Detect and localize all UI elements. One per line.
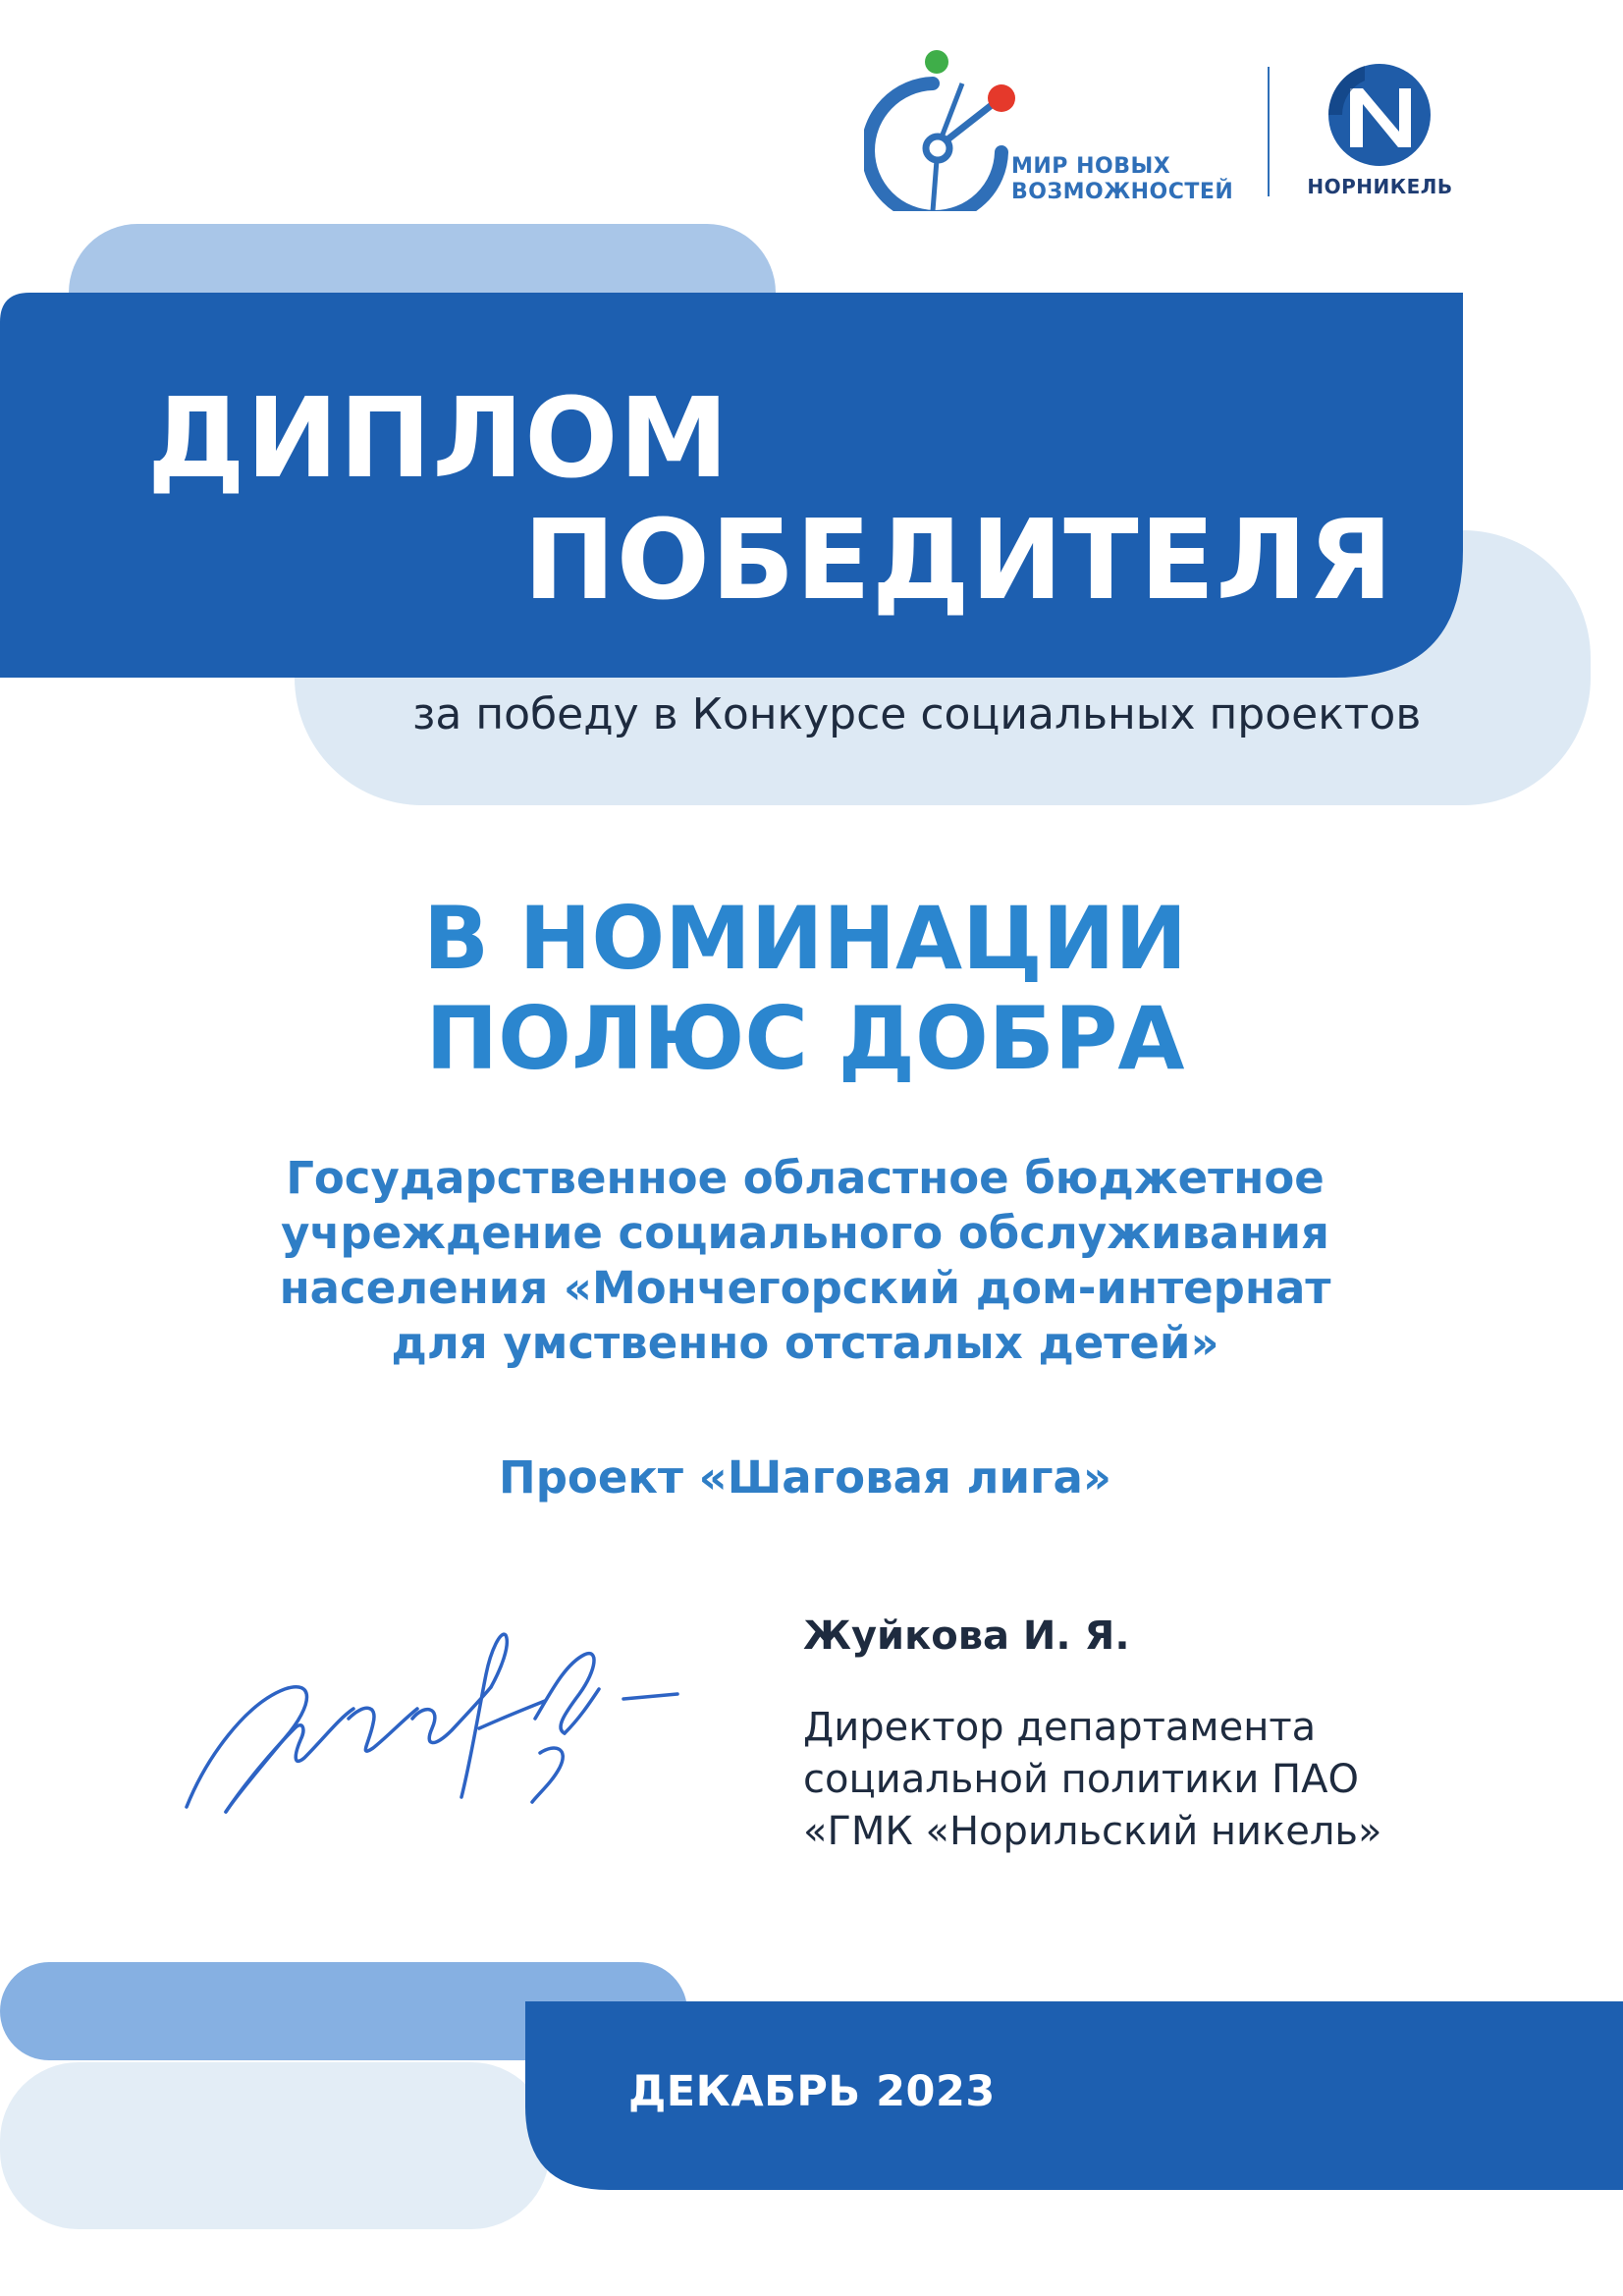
program-logo-line2: ВОЗМОЖНОСТЕЙ — [1011, 180, 1234, 204]
project-name: Проект «Шаговая лига» — [499, 1451, 1111, 1503]
organization-line3: населения «Мончегорский дом-интернат — [279, 1262, 1331, 1314]
molecule-circle-logo-icon — [864, 44, 1021, 211]
organization-line2: учреждение социального обслуживания — [281, 1207, 1329, 1259]
program-logo-line1: МИР НОВЫХ — [1011, 154, 1171, 179]
signer-title — [803, 1702, 1510, 1858]
bottom-light-band — [0, 2062, 550, 2229]
diploma-title — [147, 375, 1424, 625]
diploma-title-line2: ПОБЕДИТЕЛЯ — [523, 497, 1394, 625]
nomination-line2: ПОЛЮС ДОБРА — [425, 988, 1185, 1089]
signer-title-line1: Директор департамента — [803, 1705, 1317, 1750]
program-logo-text — [1011, 154, 1233, 205]
signer-title-line2: социальной политики ПАО — [803, 1757, 1359, 1802]
signer-name: Жуйкова И. Я. — [803, 1613, 1130, 1659]
nomination-line1: В НОМИНАЦИИ — [422, 888, 1188, 989]
company-logo-text: НОРНИКЕЛЬ — [1307, 175, 1453, 198]
diploma-subtitle: за победу в Конкурсе социальных проектов — [412, 689, 1422, 739]
diploma-title-line1: ДИПЛОМ — [147, 375, 730, 503]
nornickel-n-logo-icon — [1306, 61, 1453, 169]
logo-divider — [1268, 67, 1270, 196]
organization-line4: для умственно отсталых детей» — [391, 1317, 1219, 1369]
program-logo — [864, 44, 1237, 211]
nomination-heading — [118, 889, 1492, 1089]
organization-line1: Государственное областное бюджетное — [286, 1152, 1325, 1204]
signer-title-line3: «ГМК «Норильский никель» — [803, 1809, 1382, 1854]
diploma-date: ДЕКАБРЬ 2023 — [628, 2067, 996, 2116]
organization-name — [118, 1151, 1492, 1371]
company-logo — [1294, 61, 1466, 208]
handwritten-signature — [167, 1611, 717, 1856]
